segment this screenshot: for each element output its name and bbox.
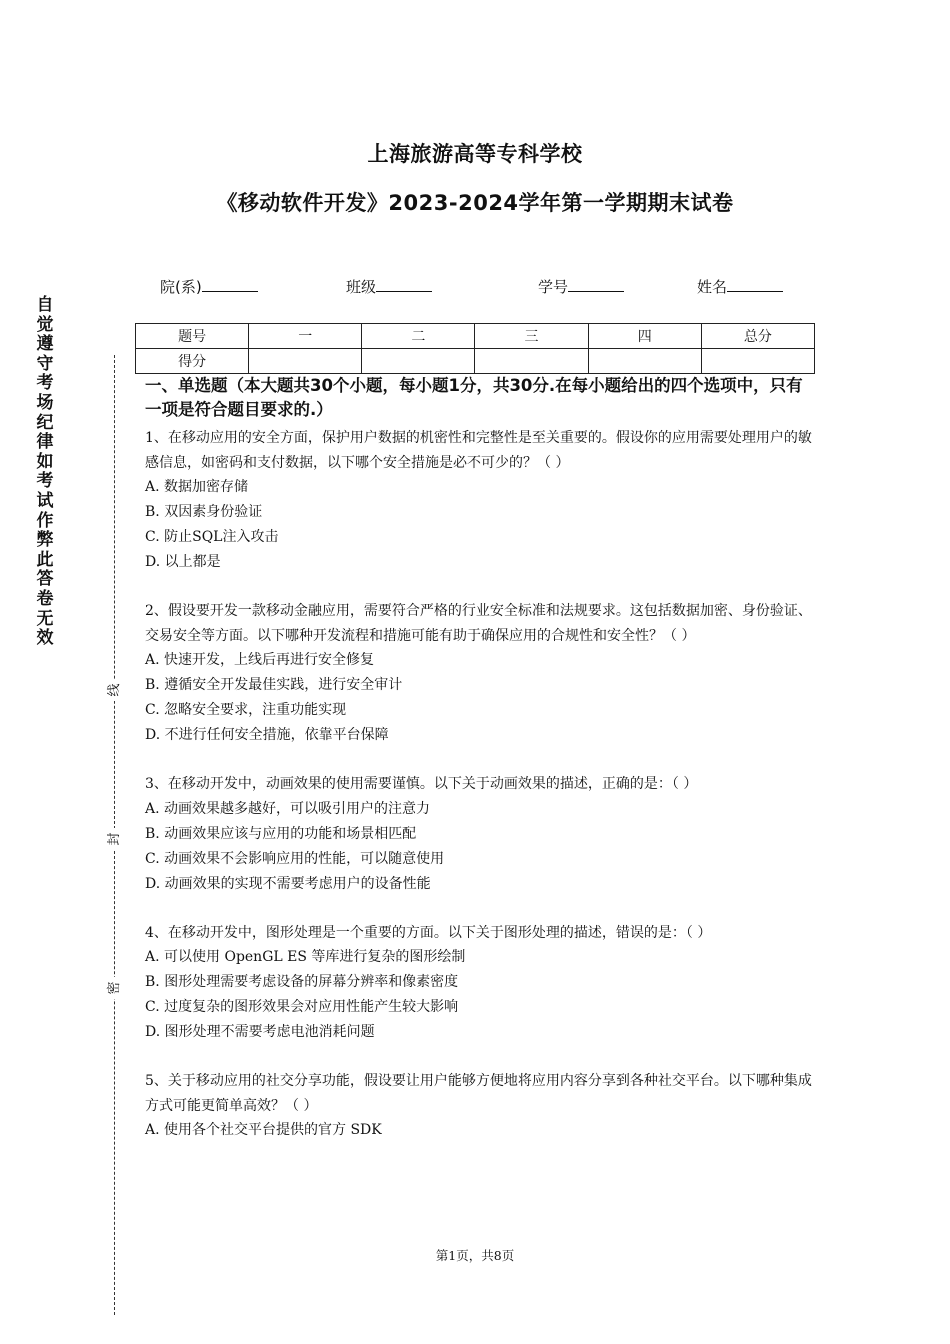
score-cell: 一 bbox=[249, 324, 362, 349]
question bbox=[145, 426, 817, 575]
binding-mark-secret: 密 bbox=[104, 977, 126, 999]
score-entry-cell bbox=[362, 349, 475, 374]
score-table bbox=[135, 323, 815, 374]
exam-title: 《移动软件开发》2023-2024学年第一学期期末试卷 bbox=[216, 191, 734, 215]
score-entry-cell bbox=[588, 349, 701, 374]
question bbox=[145, 772, 817, 897]
score-cell: 二 bbox=[362, 324, 475, 349]
option: A. 快速开发，上线后再进行安全修复 bbox=[145, 652, 375, 668]
option: C. 防止SQL注入攻击 bbox=[145, 529, 279, 545]
option: D. 以上都是 bbox=[145, 554, 221, 570]
question-stem: 4、在移动开发中，图形处理是一个重要的方面。以下关于图形处理的描述，错误的是：（ ） bbox=[145, 924, 712, 941]
question bbox=[145, 1069, 817, 1143]
question-stem: 2、假设要开发一款移动金融应用，需要符合严格的行业安全标准和法规要求。这包括数据加密、身份验证、交易安全等方面。以下哪种开发流程和措施可能有助于确保应用的合规性和安全性？（ ） bbox=[145, 603, 812, 644]
exam-discipline-note: 自觉遵守考场纪律如考试作弊此答卷无效 bbox=[36, 295, 54, 649]
option: A. 可以使用 OpenGL ES 等库进行复杂的图形绘制 bbox=[145, 949, 466, 965]
exam-content bbox=[145, 374, 817, 1167]
score-table-header-row bbox=[136, 324, 815, 349]
score-entry-cell bbox=[475, 349, 588, 374]
score-entry-cell bbox=[249, 349, 362, 374]
option: A. 数据加密存储 bbox=[145, 479, 249, 495]
student-info-row bbox=[160, 276, 800, 300]
score-entry-cell bbox=[701, 349, 814, 374]
score-cell: 题号 bbox=[136, 324, 249, 349]
option: D. 图形处理不需要考虑电池消耗问题 bbox=[145, 1024, 375, 1040]
option: B. 动画效果应该与应用的功能和场景相匹配 bbox=[145, 825, 417, 842]
option: A. 动画效果越多越好，可以吸引用户的注意力 bbox=[145, 800, 431, 817]
score-cell: 三 bbox=[475, 324, 588, 349]
binding-mark-seal: 封 bbox=[104, 828, 126, 850]
info-field-student-id: 学号 bbox=[538, 276, 624, 297]
question-stem: 5、关于移动应用的社交分享功能，假设要让用户能够方便地将应用内容分享到各种社交平台。以下哪种集成方式可能更简单高效？（ ） bbox=[145, 1073, 812, 1114]
score-cell: 总分 bbox=[701, 324, 814, 349]
question bbox=[145, 599, 817, 748]
score-cell: 四 bbox=[588, 324, 701, 349]
score-cell: 得分 bbox=[136, 349, 249, 374]
question bbox=[145, 921, 817, 1046]
option: A. 使用各个社交平台提供的官方 SDK bbox=[145, 1122, 382, 1138]
option: C. 忽略安全要求，注重功能实现 bbox=[145, 702, 347, 718]
option: D. 不进行任何安全措施，依靠平台保障 bbox=[145, 727, 389, 743]
page-number: 第1页，共8页 bbox=[435, 1248, 515, 1263]
option: B. 图形处理需要考虑设备的屏幕分辨率和像素密度 bbox=[145, 974, 459, 990]
option: B. 遵循安全开发最佳实践，进行安全审计 bbox=[145, 677, 403, 693]
question-stem: 3、在移动开发中，动画效果的使用需要谨慎。以下关于动画效果的描述，正确的是：（ ） bbox=[145, 776, 698, 792]
info-field-department: 院(系) bbox=[160, 276, 258, 297]
school-name: 上海旅游高等专科学校 bbox=[367, 142, 583, 166]
option: C. 过度复杂的图形效果会对应用性能产生较大影响 bbox=[145, 999, 459, 1015]
info-field-name: 姓名 bbox=[697, 276, 783, 297]
binding-mark-line: 线 bbox=[104, 679, 126, 701]
option: B. 双因素身份验证 bbox=[145, 504, 263, 520]
question-stem: 1、在移动应用的安全方面，保护用户数据的机密性和完整性是至关重要的。假设你的应用需要处理用户的敏感信息，如密码和支付数据，以下哪个安全措施是必不可少的？（ ） bbox=[145, 430, 812, 471]
option: D. 动画效果的实现不需要考虑用户的设备性能 bbox=[145, 875, 431, 892]
section-header: 一、单选题（本大题共30个小题，每小题1分，共30分.在每小题给出的四个选项中，只有一项是符合题目要求的.） bbox=[145, 376, 803, 419]
info-field-class: 班级 bbox=[346, 276, 432, 297]
option: C. 动画效果不会影响应用的性能，可以随意使用 bbox=[145, 850, 445, 867]
score-table-score-row bbox=[136, 349, 815, 374]
